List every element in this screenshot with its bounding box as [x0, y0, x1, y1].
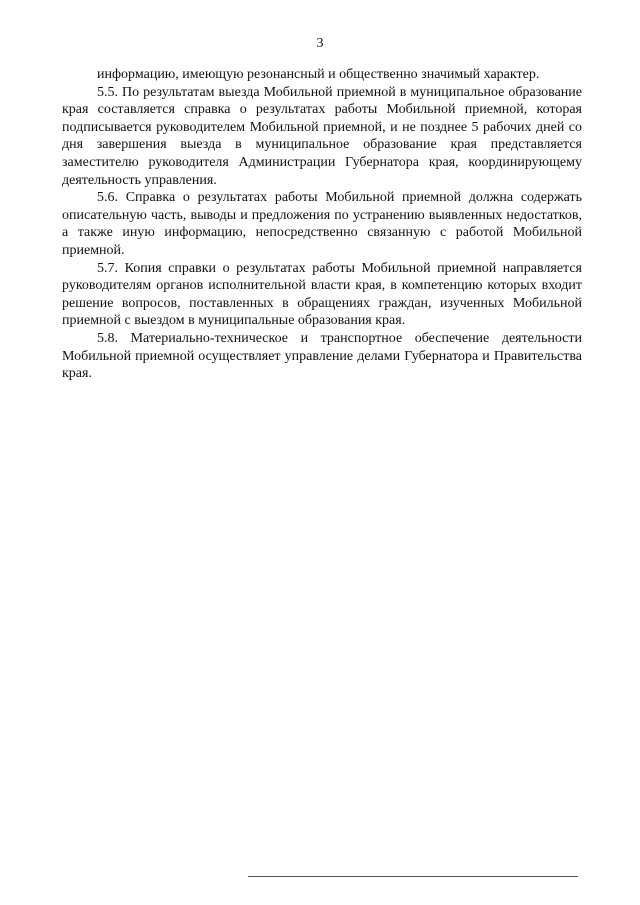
- paragraph-5-6: 5.6. Справка о результатах работы Мобильной приемной должна содержать описательную часть, выводы и предложения по устранению выявленных недостатков, а также иную информацию, непосредственно связанную с работой Мобильной приемной.: [62, 190, 582, 258]
- page-number: 3: [316, 36, 324, 51]
- paragraph-5-5: 5.5. По результатам выезда Мобильной приемной в муниципальное образование края составляется справка о результатах работы Мобильной приемной, которая подписывается руководителем Мобильной приемной, и не позднее 5 рабочих дней со дня завершения выезда в муниципальное образование края представляется заместителю руководителя Администрации Губернатора края, координирующему деятельность управления.: [62, 84, 582, 188]
- paragraph-5-7: 5.7. Копия справки о результатах работы Мобильной приемной направляется руководителям органов исполнительной власти края, в компетенцию которых входит решение вопросов, поставленных в обращениях граждан, изученных Мобильной приемной с выездом в муниципальные образования края.: [62, 260, 582, 329]
- bottom-rule: [248, 876, 578, 877]
- document-body: [62, 66, 582, 383]
- paragraph-continuation: информацию, имеющую резонансный и общественно значимый характер.: [97, 67, 540, 82]
- paragraph-5-8: 5.8. Материально-техническое и транспортное обеспечение деятельности Мобильной приемной осуществляет управление делами Губернатора и Правительства края.: [62, 330, 582, 382]
